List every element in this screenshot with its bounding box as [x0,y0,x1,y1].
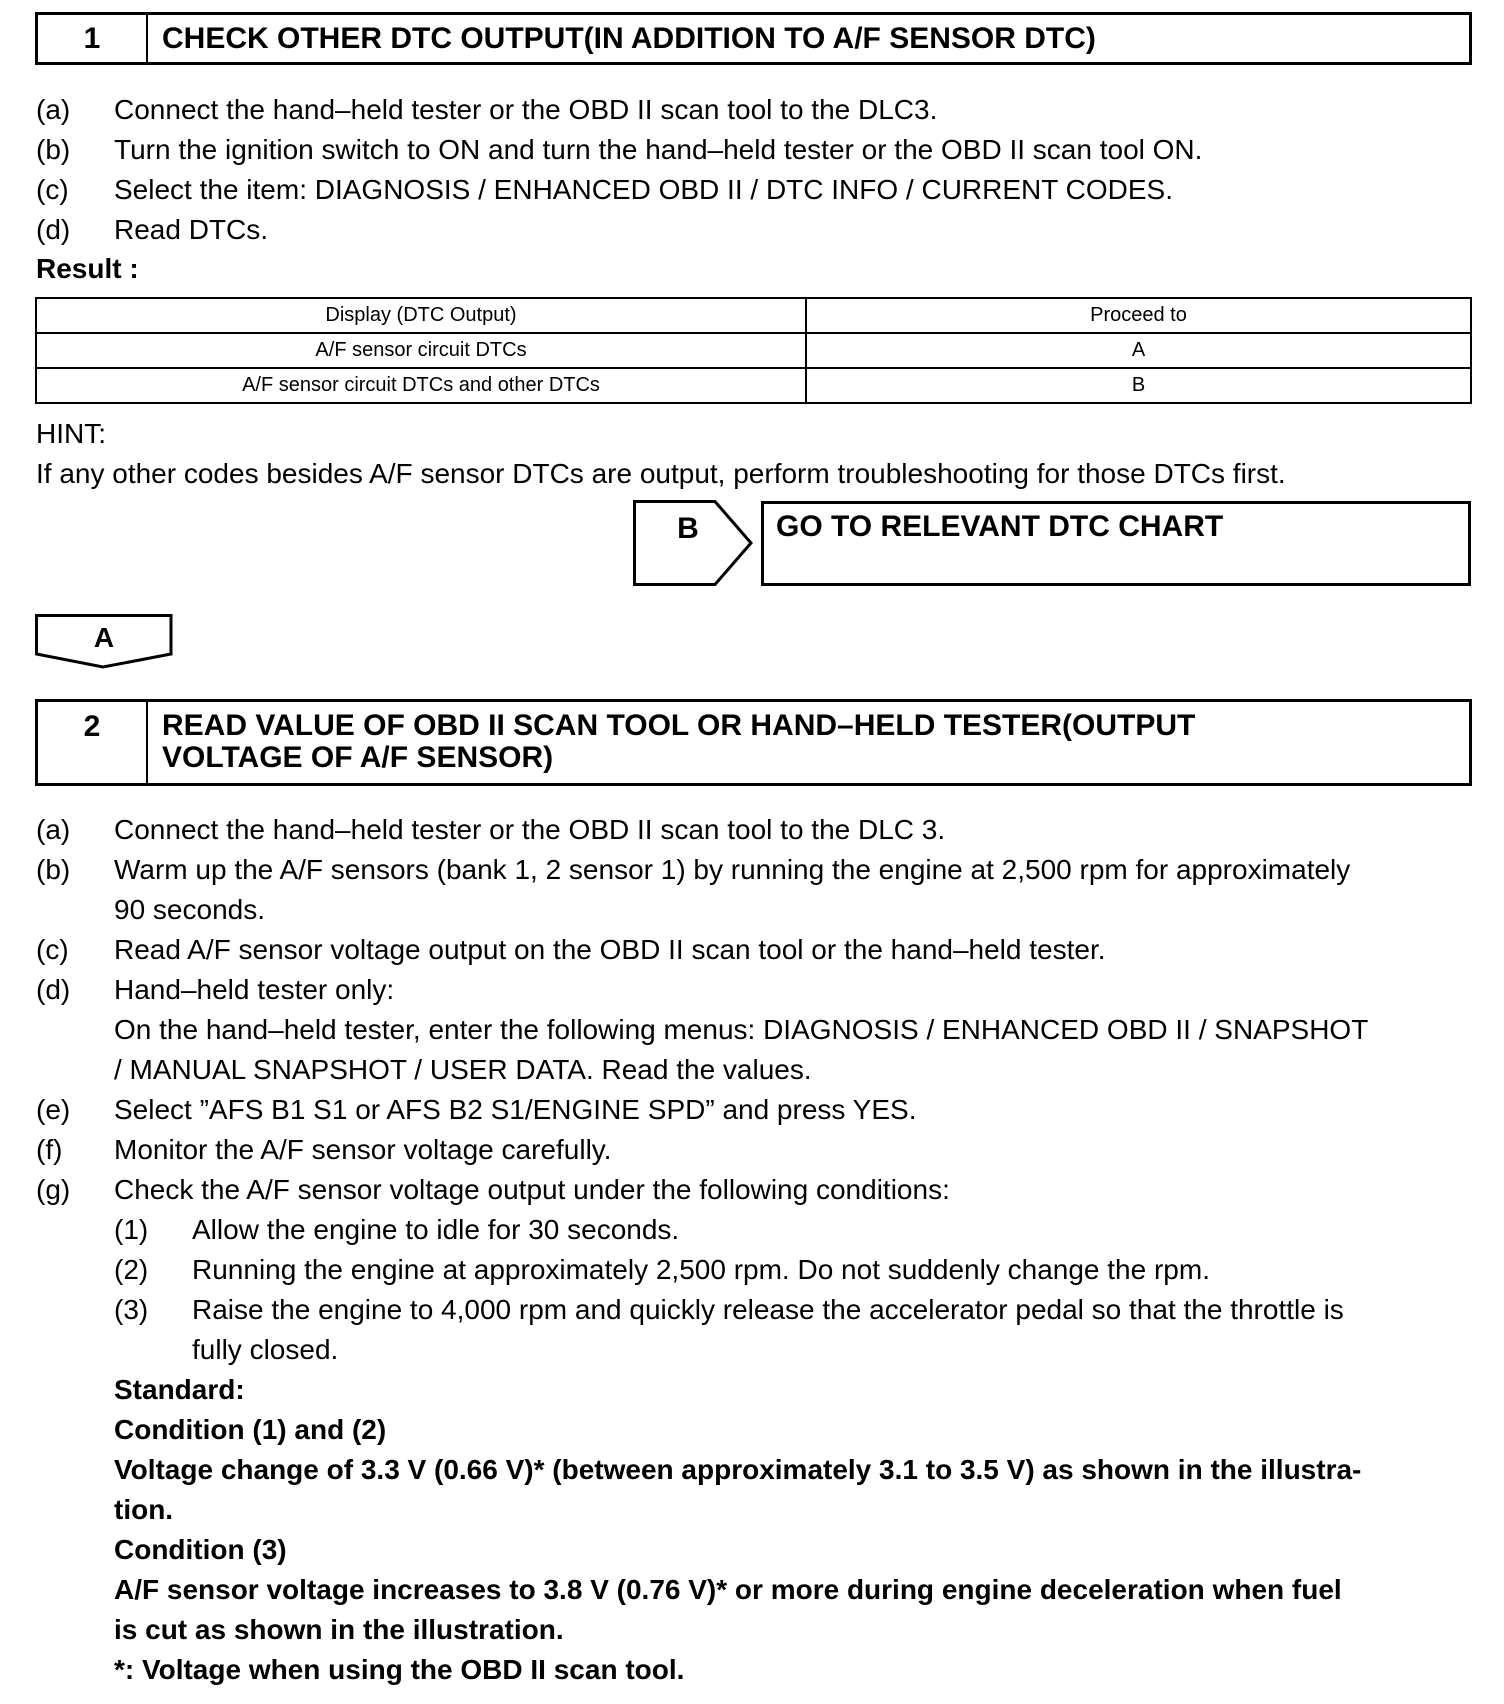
condition-3-text-continued: is cut as shown in the illustration. [114,1614,564,1645]
table-cell: B [806,368,1471,403]
subitem-text: Raise the engine to 4,000 rpm and quickly release the accelerator pedal so that the throttle is [192,1294,1344,1325]
result-label: Result : [36,253,139,284]
branch-b-label: B [677,512,699,545]
table-row [36,333,1471,368]
branch-a-label: A [93,622,115,653]
subitem-label: (3) [114,1294,149,1325]
table-header-proceed: Proceed to [806,298,1471,333]
item-label: (c) [36,174,69,205]
step-1-header [35,12,1472,65]
item-label: (d) [36,214,71,245]
item-text: Connect the hand–held tester or the OBD II scan tool to the DLC 3. [114,814,946,845]
step-2-title-line-2: VOLTAGE OF A/F SENSOR) [162,741,554,774]
item-label: (b) [36,134,71,165]
subitem-text: Allow the engine to idle for 30 seconds. [192,1214,680,1245]
item-label: (d) [36,974,71,1005]
item-text: Turn the ignition switch to ON and turn the hand–held tester or the OBD II scan tool ON. [114,134,1203,165]
step-2-header [35,699,1472,786]
branch-a-indicator [35,614,173,684]
condition-3-label: Condition (3) [114,1534,287,1565]
branch-b-text: GO TO RELEVANT DTC CHART [776,510,1224,543]
item-text: Warm up the A/F sensors (bank 1, 2 sensor 1) by running the engine at 2,500 rpm for approximately [114,854,1351,885]
result-table [35,297,1472,404]
item-text: Hand–held tester only: [114,974,395,1005]
footnote: *: Voltage when using the OBD II scan tool. [114,1654,685,1685]
table-cell: A/F sensor circuit DTCs and other DTCs [36,368,806,403]
item-text: Check the A/F sensor voltage output under the following conditions: [114,1174,950,1205]
condition-3-text: A/F sensor voltage increases to 3.8 V (0.76 V)* or more during engine deceleration when fuel [114,1574,1342,1605]
condition-1-2-text-continued: tion. [114,1494,174,1525]
item-text: Read A/F sensor voltage output on the OBD II scan tool or the hand–held tester. [114,934,1106,965]
item-label: (a) [36,94,71,125]
table-cell: A [806,333,1471,368]
table-header-display: Display (DTC Output) [36,298,806,333]
step-2-number: 2 [38,702,148,783]
table-row [36,368,1471,403]
item-text: Select ”AFS B1 S1 or AFS B2 S1/ENGINE SPD” and press YES. [114,1094,917,1125]
item-label: (e) [36,1094,71,1125]
item-text: Select the item: DIAGNOSIS / ENHANCED OBD II / DTC INFO / CURRENT CODES. [114,174,1173,205]
step-2-title-line-1: READ VALUE OF OBD II SCAN TOOL OR HAND–HELD TESTER(OUTPUT [162,709,1196,742]
item-text-continued: / MANUAL SNAPSHOT / USER DATA. Read the values. [114,1054,812,1085]
branch-b-indicator [633,500,753,586]
subitem-label: (2) [114,1254,149,1285]
item-text: Connect the hand–held tester or the OBD II scan tool to the DLC3. [114,94,938,125]
item-text-continued: On the hand–held tester, enter the following menus: DIAGNOSIS / ENHANCED OBD II / SNAPSHOT [114,1014,1369,1045]
item-label: (a) [36,814,71,845]
step-1-title: CHECK OTHER DTC OUTPUT(IN ADDITION TO A/F SENSOR DTC) [162,22,1096,55]
branch-b-box [761,501,1471,586]
item-label: (c) [36,934,69,965]
subitem-label: (1) [114,1214,149,1245]
standard-label: Standard: [114,1374,245,1405]
item-label: (g) [36,1174,71,1205]
table-cell: A/F sensor circuit DTCs [36,333,806,368]
step-2-title [148,702,1469,783]
condition-1-2-label: Condition (1) and (2) [114,1414,387,1445]
item-text-continued: 90 seconds. [114,894,265,925]
hint-text: If any other codes besides A/F sensor DTCs are output, perform troubleshooting for those DTCs first. [36,458,1286,489]
table-header-row [36,298,1471,333]
subitem-text: Running the engine at approximately 2,500 rpm. Do not suddenly change the rpm. [192,1254,1210,1285]
hint-label: HINT: [36,418,106,449]
item-text: Monitor the A/F sensor voltage carefully. [114,1134,612,1165]
condition-1-2-text: Voltage change of 3.3 V (0.66 V)* (between approximately 3.1 to 3.5 V) as shown in the illustra- [114,1454,1362,1485]
item-label: (b) [36,854,71,885]
subitem-text-continued: fully closed. [192,1334,339,1365]
step-1-number: 1 [38,15,148,62]
item-text: Read DTCs. [114,214,269,245]
item-label: (f) [36,1134,63,1165]
